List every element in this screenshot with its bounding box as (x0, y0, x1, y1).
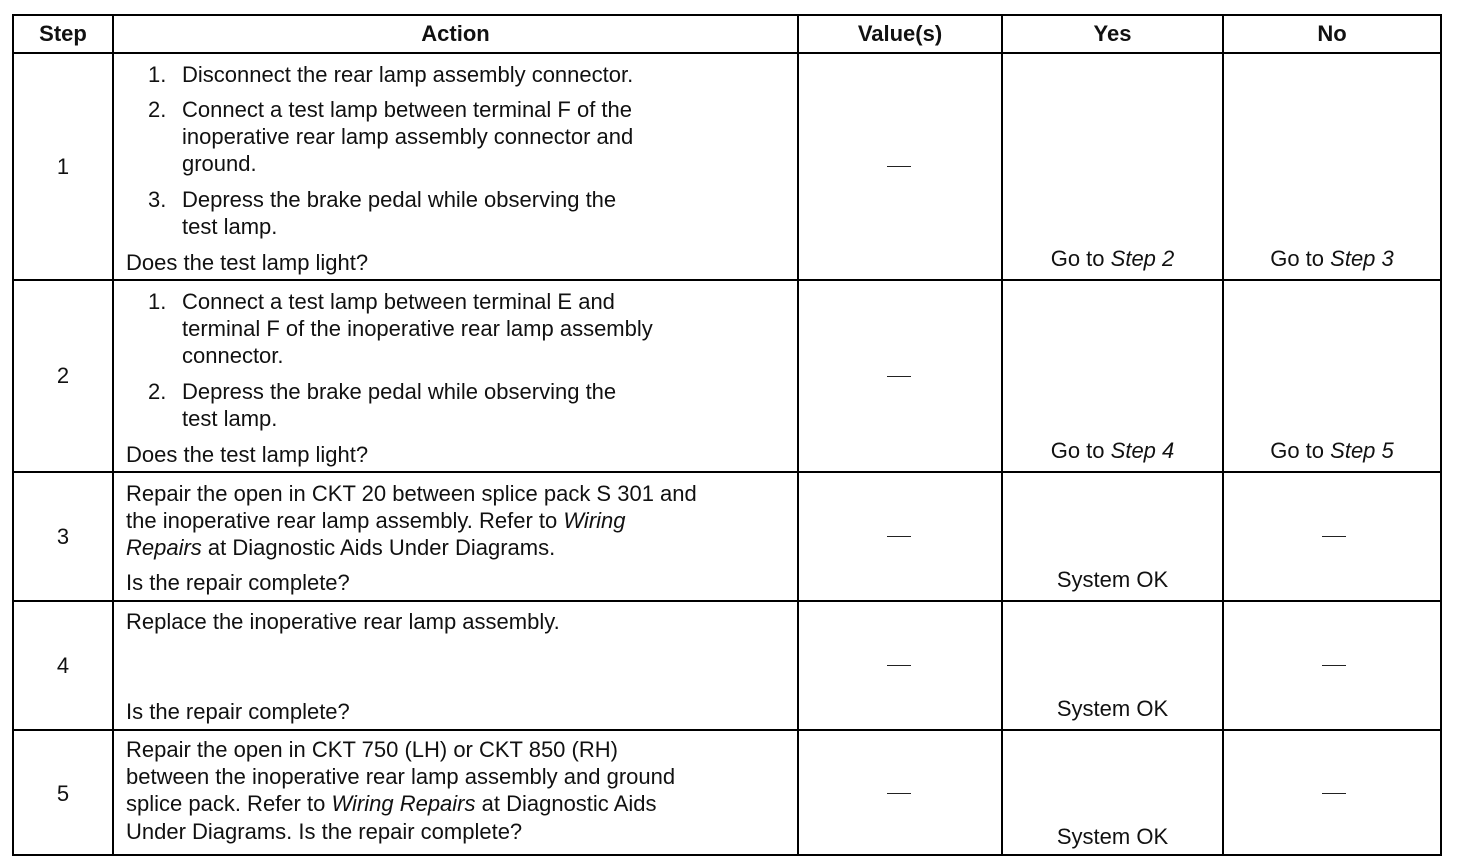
list-number: 2. (148, 379, 167, 404)
result-step-link: Step 3 (1330, 246, 1394, 271)
no-cell (1225, 602, 1442, 729)
action-text: at Diagnostic Aids Under Diagrams. (201, 535, 556, 560)
dash-mark (887, 665, 911, 666)
result-step-link: Step 4 (1110, 438, 1175, 463)
result-prefix: Go to (1050, 438, 1105, 463)
row-divider (14, 279, 1440, 281)
header-yes: Yes (1093, 21, 1132, 46)
action-line: Replace the inoperative rear lamp assembly. (126, 609, 560, 634)
action-question: Does the test lamp light? (126, 442, 369, 467)
dash-mark (1322, 536, 1346, 537)
list-number: 1. (148, 289, 167, 314)
action-line (126, 507, 626, 534)
yes-result (1003, 246, 1222, 272)
column-divider (1222, 16, 1224, 854)
value-cell (797, 281, 1001, 471)
value-cell (797, 473, 1001, 600)
column-divider (112, 16, 114, 854)
action-question: Is the repair complete? (126, 570, 350, 595)
step-number: 5 (56, 780, 70, 806)
action-line: Connect a test lamp between terminal E and (182, 289, 615, 314)
action-question: Does the test lamp light? (126, 250, 369, 275)
result-step-link: Step 2 (1110, 246, 1175, 271)
action-line: Connect a test lamp between terminal F of the (182, 97, 633, 122)
yes-result: System OK (1056, 567, 1169, 592)
yes-result: System OK (1056, 824, 1169, 849)
yes-result (1003, 438, 1222, 464)
step-number: 3 (56, 523, 70, 549)
action-line (126, 790, 657, 817)
action-line: ground. (182, 151, 257, 176)
action-line: Under Diagrams. Is the repair complete? (126, 819, 523, 844)
result-step-link: Step 5 (1330, 438, 1394, 463)
action-line: Repair the open in CKT 20 between splice pack S 301 and (126, 481, 697, 506)
action-line: inoperative rear lamp assembly connector and (182, 124, 634, 149)
action-text: at Diagnostic Aids (475, 791, 657, 816)
action-line: Depress the brake pedal while observing the (182, 187, 617, 212)
dash-mark (1322, 665, 1346, 666)
column-divider (1001, 16, 1003, 854)
action-line: terminal F of the inoperative rear lamp assembly (182, 316, 653, 341)
header-values: Value(s) (857, 21, 943, 46)
action-line: test lamp. (182, 214, 278, 239)
result-prefix: Go to (1050, 246, 1105, 271)
header-no: No (1317, 21, 1347, 46)
list-number: 3. (148, 187, 167, 212)
action-line: Repair the open in CKT 750 (LH) or CKT 850 (RH) (126, 737, 618, 762)
header-action: Action (421, 21, 490, 46)
dash-mark (887, 793, 911, 794)
wiring-reference: Wiring Repairs (331, 791, 476, 816)
value-cell (797, 602, 1001, 729)
header-step: Step (39, 21, 87, 46)
result-prefix: Go to (1270, 438, 1325, 463)
list-number: 2. (148, 97, 167, 122)
step-number: 4 (56, 652, 70, 678)
list-number: 1. (148, 62, 167, 87)
result-prefix: Go to (1270, 246, 1325, 271)
value-cell (797, 54, 1001, 279)
no-cell (1225, 473, 1442, 600)
action-question: Is the repair complete? (126, 699, 350, 724)
wiring-reference: Wiring (563, 508, 626, 533)
action-line: between the inoperative rear lamp assembly and ground (126, 764, 676, 789)
yes-result: System OK (1056, 696, 1169, 721)
no-result (1224, 438, 1440, 464)
action-text: splice pack. Refer to (126, 791, 332, 816)
no-result (1224, 246, 1440, 272)
header-divider (14, 52, 1440, 54)
action-line (126, 534, 555, 561)
action-line: Depress the brake pedal while observing the (182, 379, 617, 404)
action-line: Disconnect the rear lamp assembly connector. (182, 62, 634, 87)
dash-mark (887, 166, 911, 167)
step-number: 2 (56, 363, 70, 388)
dash-mark (887, 376, 911, 377)
dash-mark (887, 536, 911, 537)
wiring-reference: Repairs (126, 535, 202, 560)
step-number: 1 (56, 153, 70, 179)
diagnostic-table (12, 14, 1442, 856)
no-cell (1225, 731, 1442, 856)
value-cell (797, 731, 1001, 856)
action-line: test lamp. (182, 406, 278, 431)
action-text: the inoperative rear lamp assembly. Refer to (126, 508, 564, 533)
dash-mark (1322, 793, 1346, 794)
action-line: connector. (182, 343, 284, 368)
